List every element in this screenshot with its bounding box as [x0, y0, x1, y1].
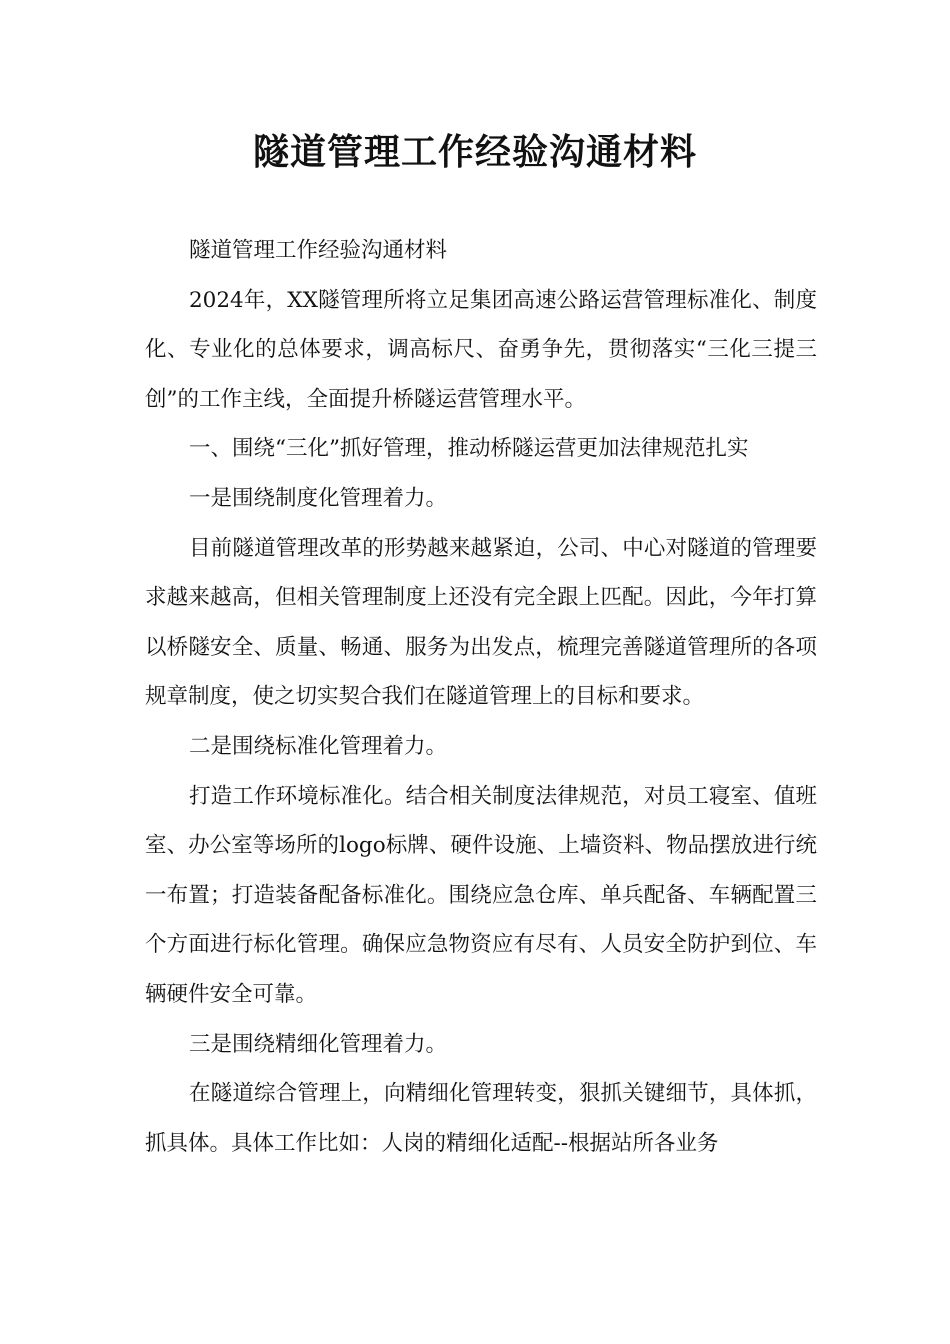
- document-body: [145, 226, 817, 1168]
- paragraph-institutionalization: 目前隧道管理改革的形势越来越紧迫，公司、中心对隧道的管理要求越来越高，但相关管理制度上还没有完全跟上匹配。因此，今年打算以桥隧安全、质量、畅通、服务为出发点，梳理完善隧道管理所的各项规章制度，使之切实契合我们在隧道管理上的目标和要求。: [145, 535, 817, 710]
- subheading-institutionalization: 一是围绕制度化管理着力。: [189, 485, 448, 511]
- subheading-standardization: 二是围绕标准化管理着力。: [189, 733, 448, 759]
- subheading-refinement: 三是围绕精细化管理着力。: [189, 1031, 448, 1057]
- paragraph-refinement: 在隧道综合管理上，向精细化管理转变，狠抓关键细节，具体抓，抓具体。具体工作比如：人岗的精细化适配--根据站所各业务: [145, 1081, 817, 1156]
- section-heading-1: 一、围绕“三化”抓好管理，推动桥隧运营更加法律规范扎实: [189, 436, 749, 462]
- paragraph-standardization: 打造工作环境标准化。结合相关制度法律规范，对员工寝室、值班室、办公室等场所的logo标牌、硬件设施、上墙资料、物品摆放进行统一布置；打造装备配备标准化。围绕应急仓库、单兵配备、车辆配置三个方面进行标化管理。确保应急物资应有尽有、人员安全防护到位、车辆硬件安全可靠。: [145, 783, 817, 1007]
- paragraph-intro: 2024年，XX隧管理所将立足集团高速公路运营管理标准化、制度化、专业化的总体要求，调高标尺、奋勇争先，贯彻落实“三化三提三创”的工作主线，全面提升桥隧运营管理水平。: [145, 287, 817, 412]
- paragraph-subtitle: 隧道管理工作经验沟通材料: [189, 238, 448, 263]
- document-title: 隧道管理工作经验沟通材料: [252, 131, 697, 173]
